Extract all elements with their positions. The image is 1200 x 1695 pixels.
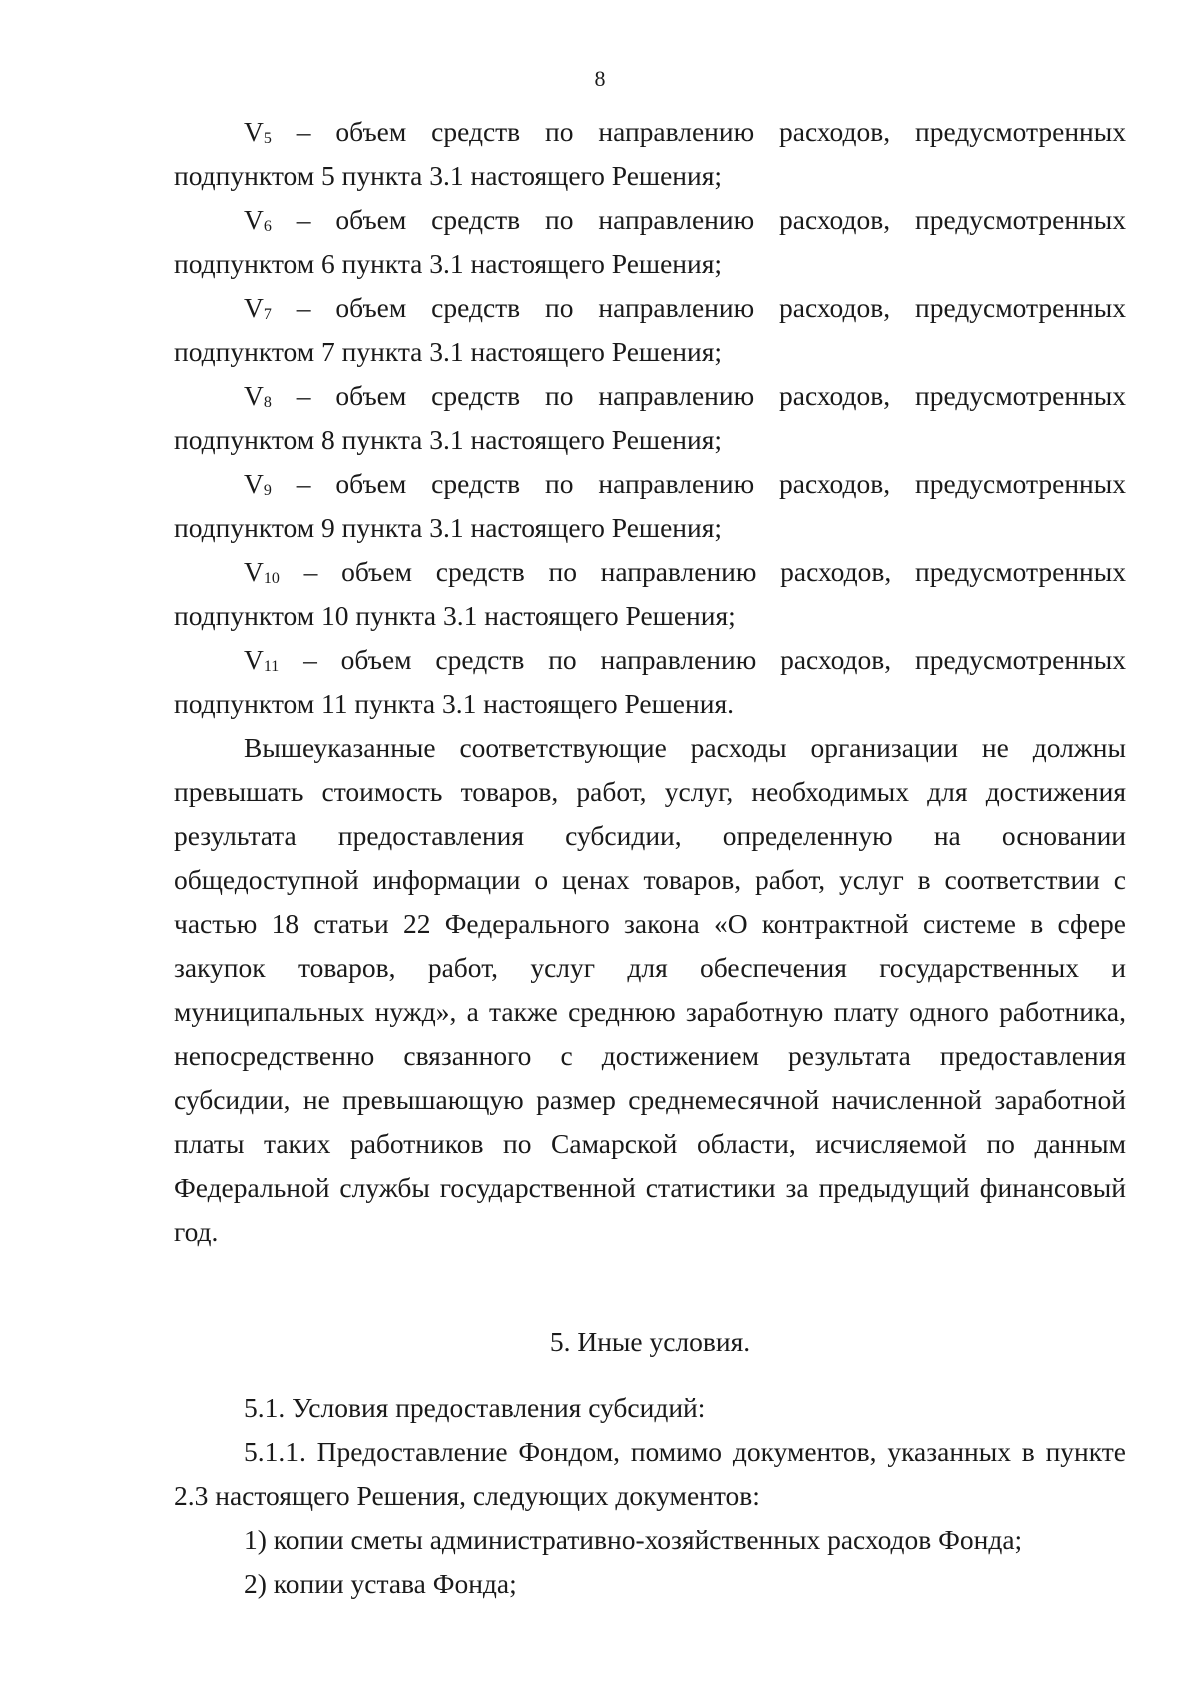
list-item-1: 1) копии сметы административно-хозяйственных расходов Фонда; (244, 1524, 1023, 1555)
v-item-first-line (174, 374, 1126, 418)
v-item (174, 110, 1126, 198)
page-number: 8 (594, 66, 606, 91)
v-item-continuation: подпунктом 9 пункта 3.1 настоящего Решения; (174, 512, 722, 543)
v-item (174, 550, 1126, 638)
v-item-first-line (174, 110, 1126, 154)
v-item-first-line (174, 550, 1126, 594)
v-subscript: 7 (263, 306, 272, 323)
v-description: – объем средств по направлению расходов, предусмотренных (296, 468, 1126, 499)
v-symbol: $V_5$ (244, 116, 272, 147)
section-title: 5. Иные условия. (549, 1326, 751, 1357)
v-item-continuation: подпунктом 6 пункта 3.1 настоящего Решения; (174, 248, 722, 279)
v-subscript: 8 (263, 394, 272, 411)
v-symbol: $V_9$ (244, 468, 272, 499)
v-description: – объем средств по направлению расходов, предусмотренных (296, 380, 1126, 411)
v-symbol: $V_7$ (244, 292, 272, 323)
v-item-continuation: подпунктом 10 пункта 3.1 настоящего Решения; (174, 600, 736, 631)
v-item (174, 374, 1126, 462)
v-subscript: 11 (263, 658, 280, 675)
v-item-continuation: подпунктом 5 пункта 3.1 настоящего Решения; (174, 160, 722, 191)
v-item-continuation: подпунктом 8 пункта 3.1 настоящего Решения; (174, 424, 722, 455)
v-description: – объем средств по направлению расходов, предусмотренных (296, 116, 1126, 147)
v-subscript: 6 (263, 218, 272, 235)
v-item-first-line (174, 638, 1126, 682)
list-item-2: 2) копии устава Фонда; (244, 1568, 517, 1599)
v-subscript: 9 (263, 482, 272, 499)
v-subscript: 5 (263, 130, 272, 147)
v-description: – объем средств по направлению расходов, предусмотренных (296, 204, 1126, 235)
v-description: – объем средств по направлению расходов, предусмотренных (303, 644, 1126, 675)
v-item (174, 198, 1126, 286)
document-body (174, 110, 1126, 1606)
v-item-first-line (174, 286, 1126, 330)
v-symbol: $V_6$ (244, 204, 272, 235)
v-item (174, 286, 1126, 374)
v-description: – объем средств по направлению расходов, предусмотренных (303, 556, 1126, 587)
expenses-paragraph: Вышеуказанные соответствующие расходы организации не должны превышать стоимость товаров, работ, услуг, необходимых для достижения результата предоставления субсидии, определенную на основании общедоступной информации о ценах товаров, работ, услуг в соответствии с частью 18 статьи 22 Федерального закона «О контрактной системе в сфере закупок товаров, работ, услуг для обеспечения государственных и муниципальных нужд», а также среднюю заработную плату одного работника, непосредственно связанного с достижением результата предоставления субсидии, не превышающую размер среднемесячной начисленной заработной платы таких работников по Самарской области, исчисляемой по данным Федеральной службы государственной статистики за предыдущий финансовый год. (174, 732, 1126, 1247)
v-item (174, 462, 1126, 550)
v-items-list (174, 110, 1126, 726)
v-item-continuation: подпунктом 7 пункта 3.1 настоящего Решения; (174, 336, 722, 367)
v-symbol: $V_8$ (244, 380, 272, 411)
v-symbol: $V_{11}$ (244, 644, 280, 675)
v-item (174, 638, 1126, 726)
v-item-first-line (174, 198, 1126, 242)
v-subscript: 10 (263, 570, 280, 587)
clause-5-1-1: 5.1.1. Предоставление Фондом, помимо документов, указанных в пункте 2.3 настоящего Решения, следующих документов: (174, 1436, 1126, 1511)
v-item-first-line (174, 462, 1126, 506)
v-symbol: $V_{10}$ (244, 556, 280, 587)
v-description: – объем средств по направлению расходов, предусмотренных (296, 292, 1126, 323)
v-item-continuation: подпунктом 11 пункта 3.1 настоящего Решения. (174, 688, 734, 719)
clause-5-1: 5.1. Условия предоставления субсидий: (244, 1392, 706, 1423)
